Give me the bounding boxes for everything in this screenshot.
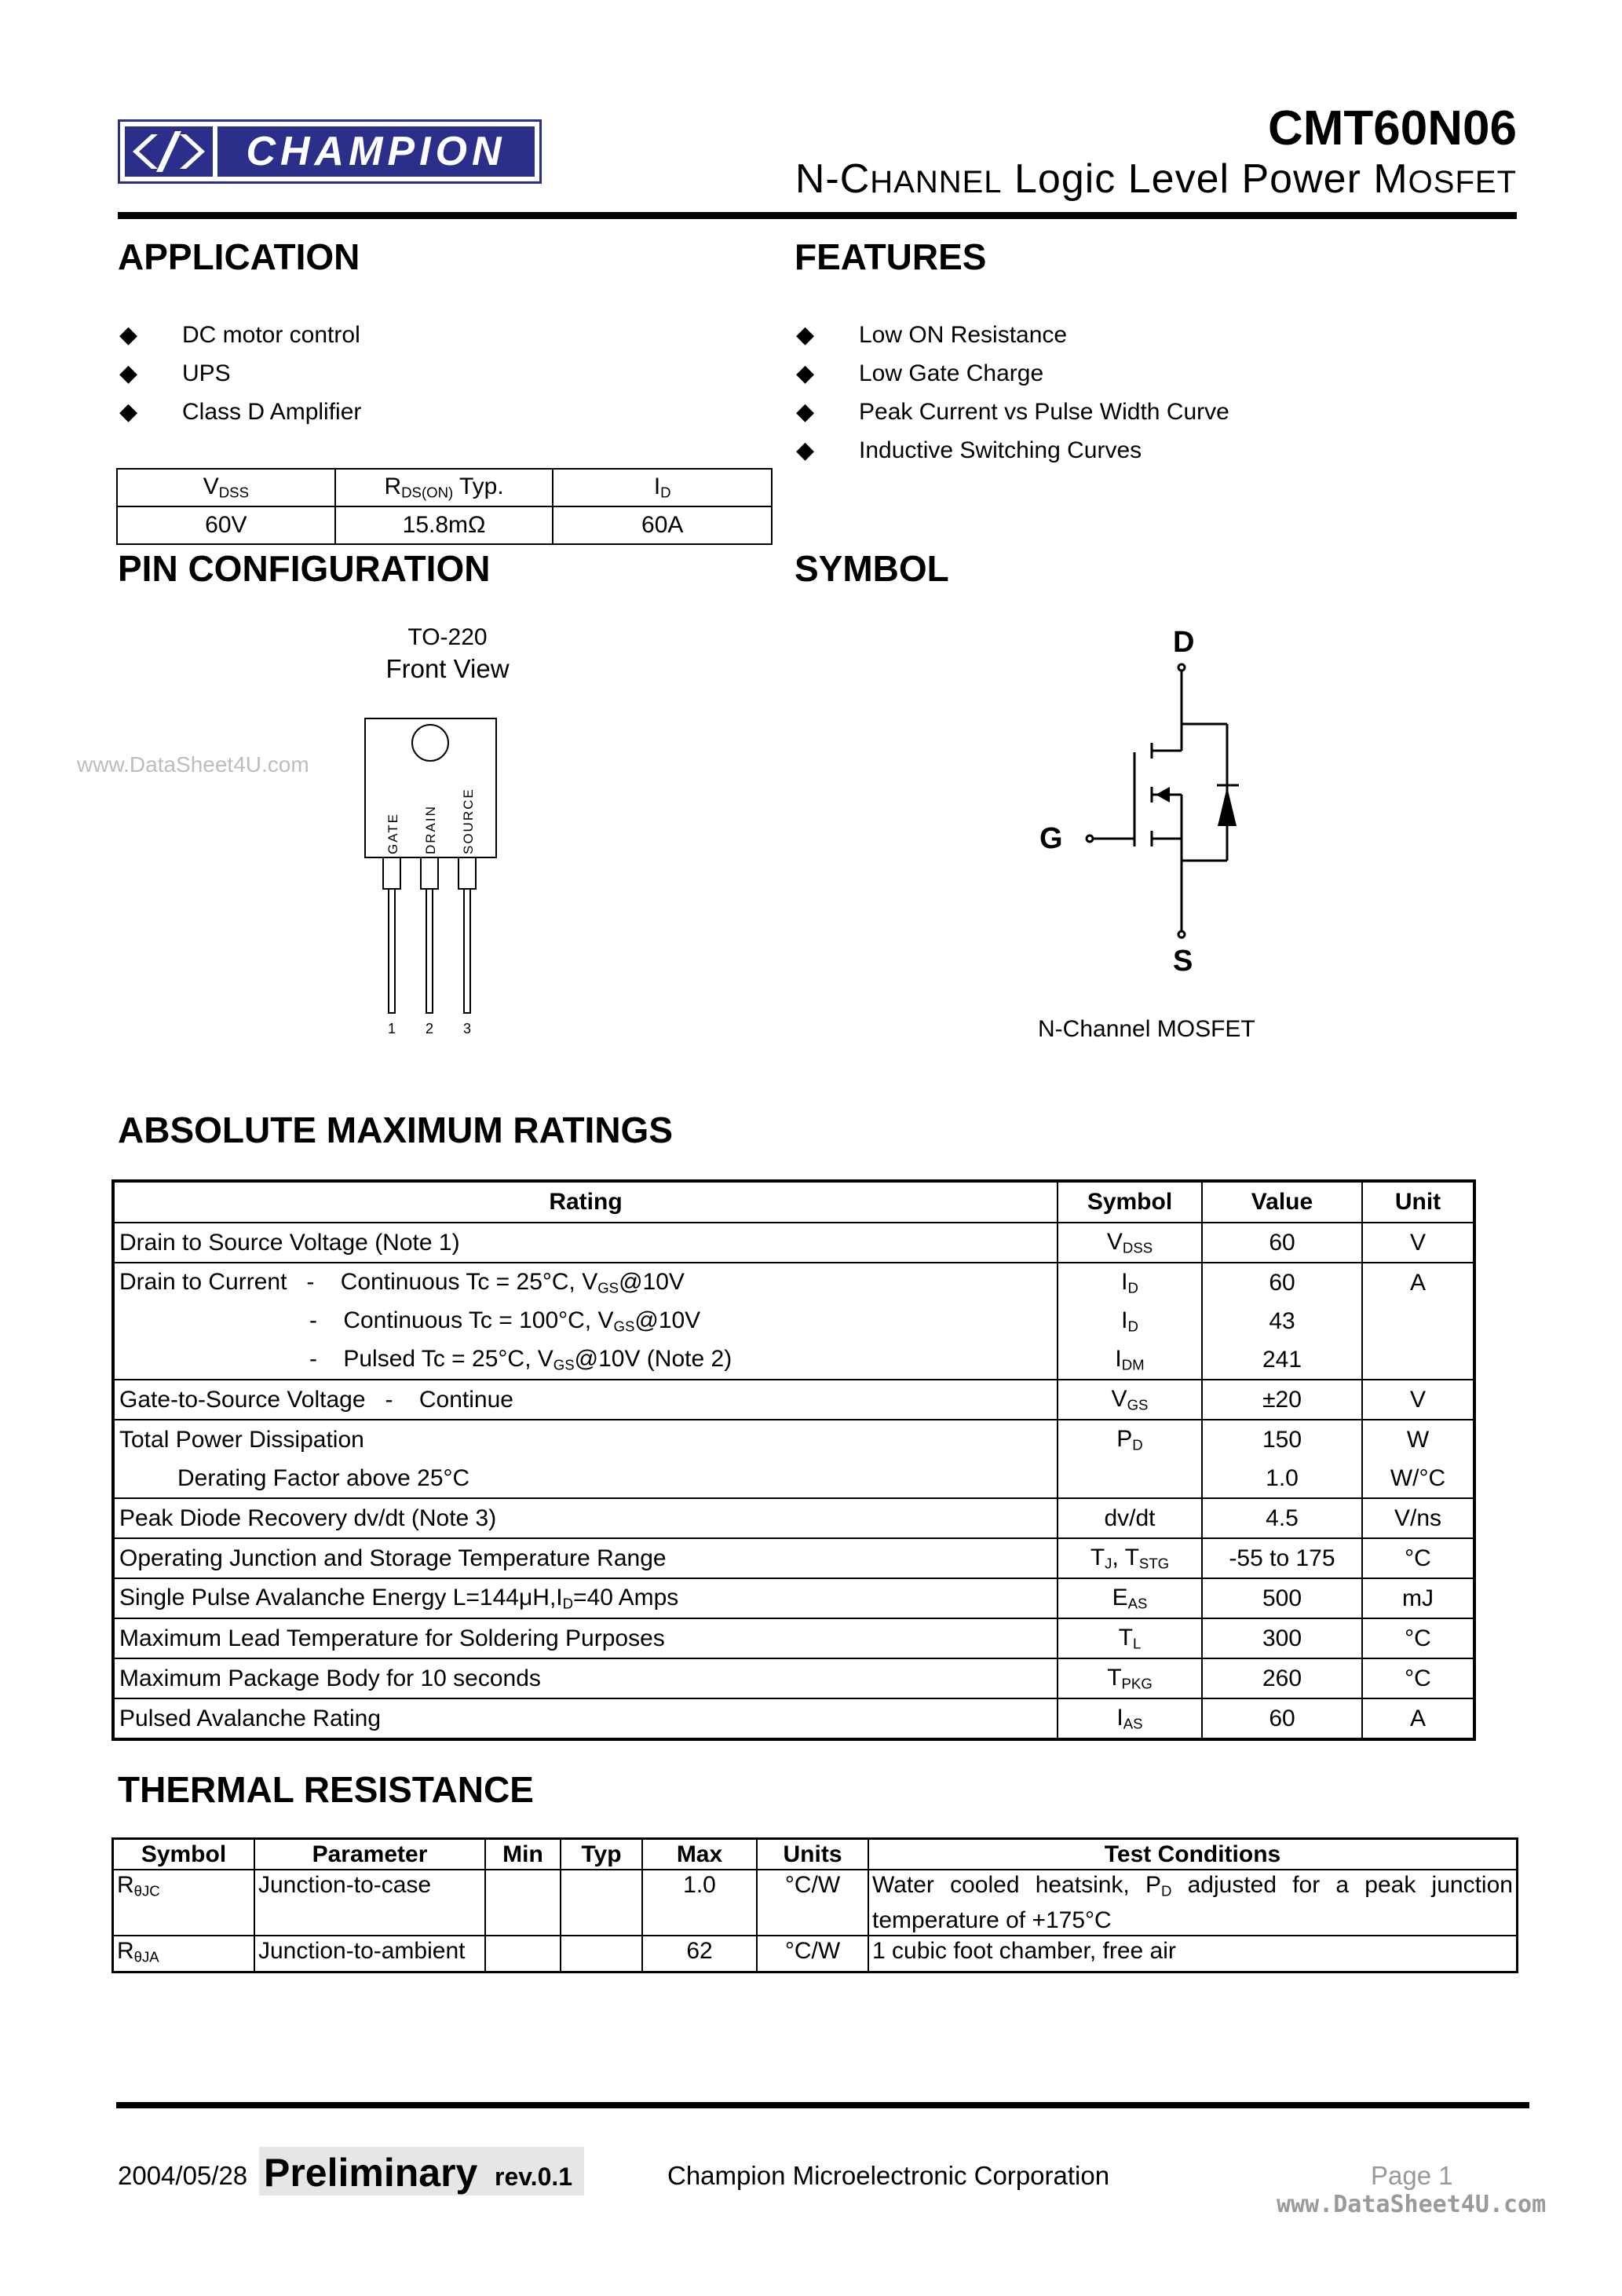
table-row: Operating Junction and Storage Temperature Range $T_J$, $T_{STG}$ -55 to 175 °C xyxy=(113,1538,1474,1578)
spec-header-id: $I_D$ xyxy=(553,469,772,506)
source-label: S xyxy=(1173,945,1193,978)
table-row: Drain to Current - Continuous Tc = 25°C, $V_{GS}@10V$ $I_D$ 60 A xyxy=(113,1263,1474,1302)
diamond-bullet-icon: ◆ xyxy=(119,322,138,348)
table-row: Peak Diode Recovery dv/dt (Note 3) dv/dt 4.5 V/ns xyxy=(113,1498,1474,1538)
footer-page: Page 1 xyxy=(1371,2161,1453,2190)
nmos-symbol-icon xyxy=(1021,620,1288,982)
part-number: CMT60N06 xyxy=(1268,101,1517,155)
col-rating: Rating xyxy=(113,1181,1058,1223)
pin-number-3: 3 xyxy=(463,1021,472,1036)
table-row: Maximum Lead Temperature for Soldering Purposes $T_L$ 300 °C xyxy=(113,1618,1474,1658)
list-item: ◆ UPS xyxy=(118,354,361,393)
thermal-heading: THERMAL RESISTANCE xyxy=(118,1769,534,1810)
header-rule xyxy=(118,212,1517,219)
to220-package-icon xyxy=(345,707,518,1036)
symbol-heading: SYMBOL xyxy=(795,548,949,589)
list-item: ◆ Peak Current vs Pulse Width Curve xyxy=(795,393,1229,431)
col-value: Value xyxy=(1202,1181,1362,1223)
champion-logo-mark-icon xyxy=(125,126,213,177)
pin-label-source: SOURCE xyxy=(461,788,476,854)
table-header-row xyxy=(113,1181,1474,1223)
diamond-bullet-icon: ◆ xyxy=(796,360,815,386)
spec-value-vdss: 60V xyxy=(117,506,335,544)
footer-rule xyxy=(116,2102,1529,2108)
pin-config-heading: PIN CONFIGURATION xyxy=(118,548,491,589)
pin-label-gate: GATE xyxy=(385,812,400,854)
diamond-bullet-icon: ◆ xyxy=(796,437,815,463)
package-view: Front View xyxy=(385,654,510,683)
table-row: Single Pulse Avalanche Energy $L=144\mu H,I_D=40$ Amps $E_{AS}$ 500 mJ xyxy=(113,1578,1474,1618)
amr-table xyxy=(111,1179,1476,1741)
footer-watermark: www.DataSheet4U.com xyxy=(1277,2191,1547,2218)
table-row: - Pulsed Tc = 25°C, $V_{GS}@10V$ (Note 2) $I_{DM}$ 241 xyxy=(113,1340,1474,1380)
thermal-table xyxy=(111,1837,1518,1973)
list-item: ◆ DC motor control xyxy=(118,316,361,354)
list-item: ◆ Inductive Switching Curves xyxy=(795,431,1229,470)
diamond-bullet-icon: ◆ xyxy=(796,322,815,348)
amr-heading: ABSOLUTE MAXIMUM RATINGS xyxy=(118,1110,674,1150)
spec-value-id: 60A xyxy=(553,506,772,544)
package-name: TO-220 xyxy=(407,624,488,650)
gate-label: G xyxy=(1039,822,1063,855)
document-subtitle: N-CHANNEL Logic Level Power MOSFET xyxy=(795,156,1517,202)
champion-logo-text: CHAMPION xyxy=(217,126,535,177)
pin-label-drain: DRAIN xyxy=(423,805,438,854)
drain-label: D xyxy=(1173,626,1195,659)
table-row: Gate-to-Source Voltage - Continue $V_{GS}$ ±20 V xyxy=(113,1380,1474,1420)
pin-number-2: 2 xyxy=(426,1021,434,1036)
table-row: $R_{\theta JC}$ Junction-to-case 1.0 °C/W Water cooled heatsink, $P_D$ adjusted for a peak junction temperature of +175°C xyxy=(113,1870,1518,1936)
table-row: - Continuous Tc = 100°C, $V_{GS}@10V$ $I_D$ 43 xyxy=(113,1302,1474,1340)
features-heading: FEATURES xyxy=(795,236,987,277)
application-heading: APPLICATION xyxy=(118,236,360,277)
symbol-caption: N-Channel MOSFET xyxy=(1038,1016,1255,1042)
diamond-bullet-icon: ◆ xyxy=(796,399,815,425)
list-item: ◆ Class D Amplifier xyxy=(118,393,361,431)
footer-company: Champion Microelectronic Corporation xyxy=(667,2161,1110,2190)
table-row: Derating Factor above 25°C 1.0 W/°C xyxy=(113,1459,1474,1498)
table-row: Drain to Source Voltage (Note 1) $V_{DSS}$ 60 V xyxy=(113,1223,1474,1263)
diamond-bullet-icon: ◆ xyxy=(119,360,138,386)
table-row: $R_{\theta JA}$ Junction-to-ambient 62 °C/W 1 cubic foot chamber, free air xyxy=(113,1936,1518,1972)
table-row: Total Power Dissipation $P_D$ 150 W xyxy=(113,1420,1474,1459)
diamond-bullet-icon: ◆ xyxy=(119,399,138,425)
table-row: Maximum Package Body for 10 seconds $T_{PKG}$ 260 °C xyxy=(113,1658,1474,1698)
footer-date: 2004/05/28 xyxy=(118,2161,248,2190)
spec-header-rdson: $R_{DS(ON)}$ Typ. xyxy=(335,469,553,506)
watermark-text: www.DataSheet4U.com xyxy=(77,752,309,777)
pin-number-1: 1 xyxy=(388,1021,396,1036)
key-spec-table xyxy=(116,468,773,545)
spec-header-vdss: $V_{DSS}$ xyxy=(117,469,335,506)
champion-logo xyxy=(118,119,542,184)
features-list xyxy=(795,316,1229,470)
preliminary-badge: Preliminary rev.0.1 xyxy=(259,2147,584,2195)
list-item: ◆ Low ON Resistance xyxy=(795,316,1229,354)
table-header-row: Symbol Parameter Min Typ Max Units Test Conditions xyxy=(113,1839,1518,1870)
list-item: ◆ Low Gate Charge xyxy=(795,354,1229,393)
col-symbol: Symbol xyxy=(1058,1181,1202,1223)
table-row: Pulsed Avalanche Rating $I_{AS}$ 60 A xyxy=(113,1698,1474,1739)
spec-value-rdson: 15.8mΩ xyxy=(335,506,553,544)
application-list xyxy=(118,316,361,431)
col-unit: Unit xyxy=(1362,1181,1474,1223)
